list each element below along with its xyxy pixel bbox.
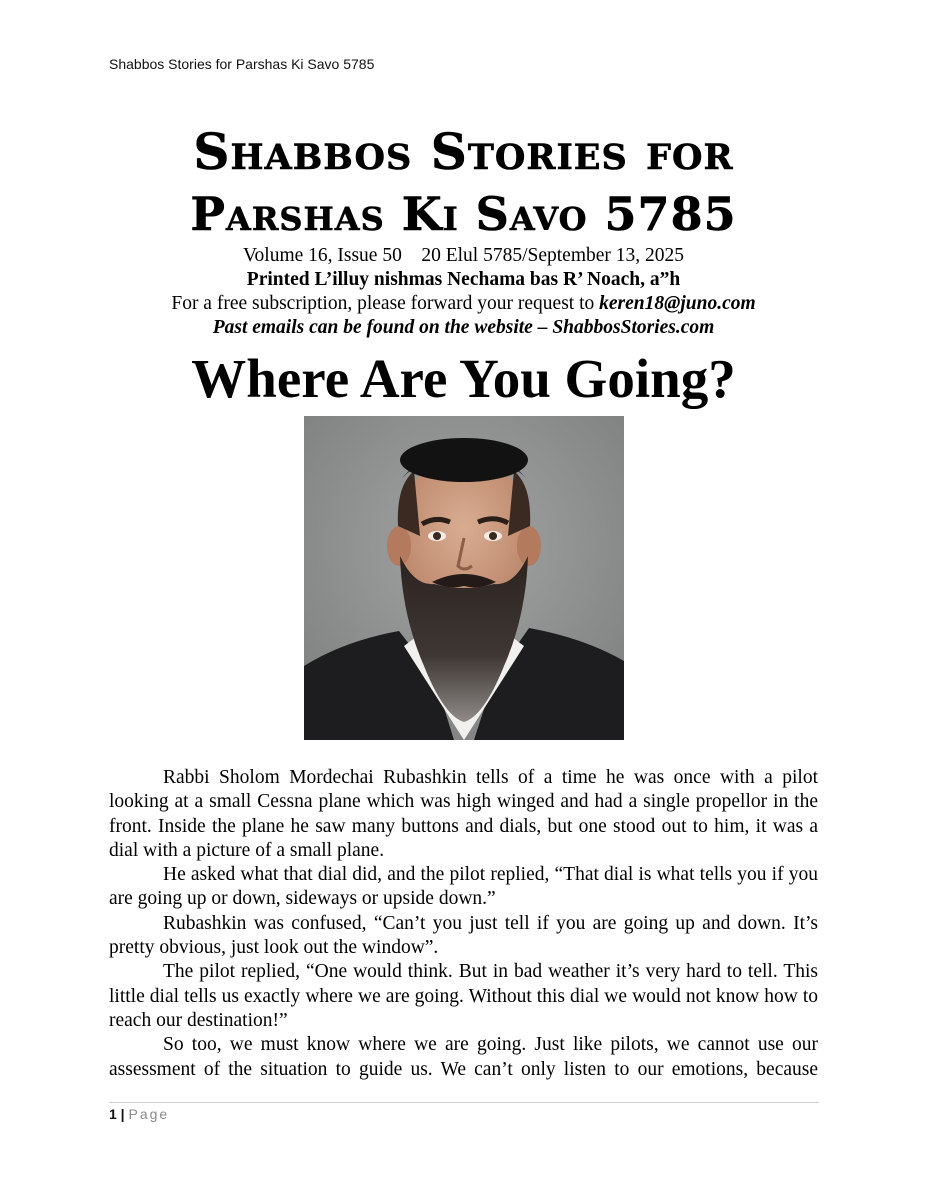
page-number: 1 (109, 1106, 117, 1122)
masthead-line-2: Parshas Ki Savo 5785 (190, 187, 737, 241)
page-footer (109, 1106, 169, 1122)
story-title: Where Are You Going? (191, 348, 736, 409)
story-paragraph: Rubashkin was confused, “Can’t you just tell if you are going up and down. It’s pretty obvious, just look out the window”. (109, 912, 818, 959)
subscription-email-link[interactable]: keren18@juno.com (599, 293, 756, 314)
story-paragraph: So too, we must know where we are going. Just like pilots, we cannot use our assessment of the situation to guide us. We can’t only listen to our emotions, because (109, 1034, 818, 1080)
volume-issue-line: Volume 16, Issue 50 20 Elul 5785/September 13, 2025 (242, 245, 685, 266)
masthead-line-1: Shabbos Stories for (193, 122, 734, 181)
past-emails-line: Past emails can be found on the website – ShabbosStories.com (212, 317, 715, 338)
page-label: Page (128, 1106, 170, 1122)
story-paragraph: Rabbi Sholom Mordechai Rubashkin tells of a time he was once with a pilot looking at a small Cessna plane which was high winged and had a single propellor in the front. Inside the plane he saw many buttons and dials, but one stood out to him, it was a dial with a picture of a small plane. (109, 767, 818, 861)
footer-separator: | (116, 1106, 129, 1122)
running-header: Shabbos Stories for Parshas Ki Savo 5785 (109, 56, 375, 72)
portrait-illustration (304, 416, 624, 740)
footer-divider (109, 1102, 819, 1103)
story-paragraph: He asked what that dial did, and the pilot replied, “That dial is what tells you if you are going up or down, sideways or upside down.” (109, 864, 818, 910)
subscription-line (0, 292, 927, 316)
story-body (109, 766, 818, 1082)
dedication-line: Printed L’illuy nishmas Nechama bas R’ Noach, a”h (246, 269, 681, 290)
subscription-text: For a free subscription, please forward your request to (171, 293, 600, 314)
rabbi-portrait-photo (304, 416, 624, 740)
story-paragraph: The pilot replied, “One would think. But in bad weather it’s very hard to tell. This little dial tells us exactly where we are going. Without this dial we would not know how to reach our destination!” (109, 961, 818, 1031)
